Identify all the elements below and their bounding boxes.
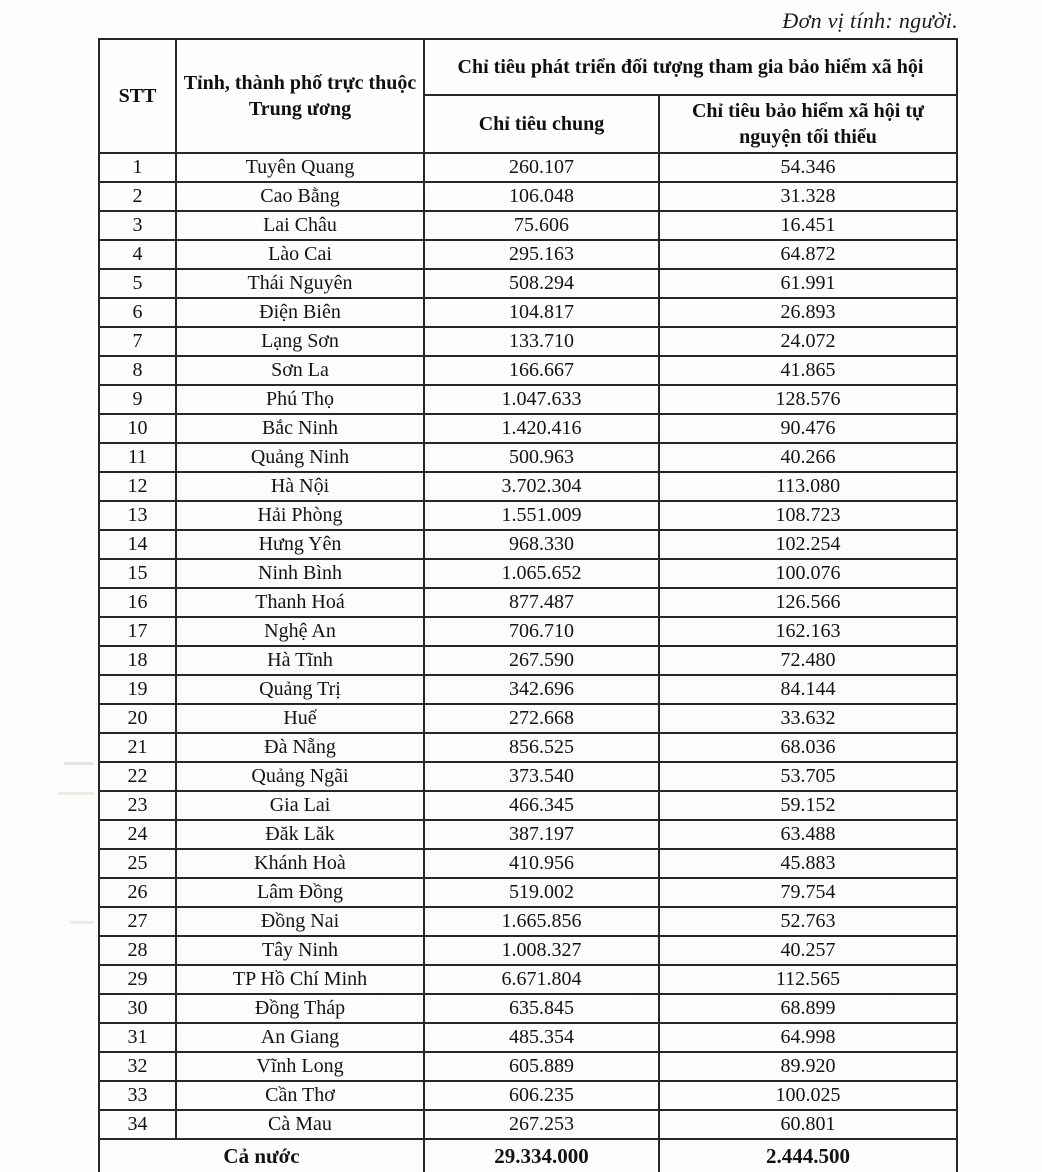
row-province-cell: Lâm Đồng — [176, 878, 424, 907]
row-voluntary-cell: 162.163 — [659, 617, 957, 646]
row-stt-cell: 9 — [99, 385, 176, 414]
header-voluntary-target: Chỉ tiêu bảo hiểm xã hội tự nguyện tối thiểu — [659, 95, 957, 153]
row-voluntary-cell: 102.254 — [659, 530, 957, 559]
row-stt-cell: 13 — [99, 501, 176, 530]
row-stt-cell: 32 — [99, 1052, 176, 1081]
row-province-cell: Lạng Sơn — [176, 327, 424, 356]
table-footer — [99, 1139, 957, 1172]
row-general-cell: 605.889 — [424, 1052, 659, 1081]
row-voluntary-cell: 72.480 — [659, 646, 957, 675]
row-province-cell: Quảng Ninh — [176, 443, 424, 472]
row-general-cell: 133.710 — [424, 327, 659, 356]
row-general-cell: 373.540 — [424, 762, 659, 791]
bhxh-targets-table — [98, 38, 958, 1172]
row-general-cell: 106.048 — [424, 182, 659, 211]
table-header — [99, 39, 957, 153]
row-stt-cell: 21 — [99, 733, 176, 762]
row-stt-cell: 8 — [99, 356, 176, 385]
table-row — [99, 965, 957, 994]
row-voluntary-cell: 33.632 — [659, 704, 957, 733]
row-general-cell: 295.163 — [424, 240, 659, 269]
row-general-cell: 387.197 — [424, 820, 659, 849]
row-stt-cell: 23 — [99, 791, 176, 820]
row-general-cell: 342.696 — [424, 675, 659, 704]
row-voluntary-cell: 24.072 — [659, 327, 957, 356]
row-stt-cell: 3 — [99, 211, 176, 240]
row-general-cell: 635.845 — [424, 994, 659, 1023]
row-voluntary-cell: 68.036 — [659, 733, 957, 762]
table-row — [99, 762, 957, 791]
row-province-cell: Sơn La — [176, 356, 424, 385]
row-voluntary-cell: 52.763 — [659, 907, 957, 936]
row-province-cell: Lai Châu — [176, 211, 424, 240]
row-stt-cell: 10 — [99, 414, 176, 443]
row-stt-cell: 31 — [99, 1023, 176, 1052]
table-row — [99, 327, 957, 356]
row-province-cell: Phú Thọ — [176, 385, 424, 414]
row-voluntary-cell: 53.705 — [659, 762, 957, 791]
row-general-cell: 968.330 — [424, 530, 659, 559]
row-general-cell: 267.590 — [424, 646, 659, 675]
row-stt-cell: 7 — [99, 327, 176, 356]
table-row — [99, 559, 957, 588]
total-general-value: 29.334.000 — [424, 1139, 659, 1172]
row-stt-cell: 14 — [99, 530, 176, 559]
row-voluntary-cell: 45.883 — [659, 849, 957, 878]
table-row — [99, 849, 957, 878]
total-label: Cả nước — [99, 1139, 424, 1172]
table-row — [99, 414, 957, 443]
row-stt-cell: 11 — [99, 443, 176, 472]
row-stt-cell: 24 — [99, 820, 176, 849]
row-general-cell: 1.008.327 — [424, 936, 659, 965]
row-province-cell: Đồng Nai — [176, 907, 424, 936]
table-row — [99, 704, 957, 733]
row-stt-cell: 22 — [99, 762, 176, 791]
unit-note: Đơn vị tính: người. — [782, 8, 958, 33]
row-voluntary-cell: 41.865 — [659, 356, 957, 385]
row-voluntary-cell: 40.266 — [659, 443, 957, 472]
row-province-cell: Đà Nẵng — [176, 733, 424, 762]
row-province-cell: An Giang — [176, 1023, 424, 1052]
row-voluntary-cell: 64.872 — [659, 240, 957, 269]
row-province-cell: Cao Bằng — [176, 182, 424, 211]
row-stt-cell: 26 — [99, 878, 176, 907]
row-voluntary-cell: 64.998 — [659, 1023, 957, 1052]
row-voluntary-cell: 63.488 — [659, 820, 957, 849]
row-province-cell: Hà Tĩnh — [176, 646, 424, 675]
table-row — [99, 269, 957, 298]
row-general-cell: 606.235 — [424, 1081, 659, 1110]
row-province-cell: Đăk Lăk — [176, 820, 424, 849]
row-voluntary-cell: 112.565 — [659, 965, 957, 994]
row-general-cell: 706.710 — [424, 617, 659, 646]
table-row — [99, 820, 957, 849]
table-row — [99, 472, 957, 501]
row-general-cell: 856.525 — [424, 733, 659, 762]
row-province-cell: Ninh Bình — [176, 559, 424, 588]
table-row — [99, 385, 957, 414]
row-voluntary-cell: 89.920 — [659, 1052, 957, 1081]
row-voluntary-cell: 54.346 — [659, 153, 957, 182]
row-stt-cell: 12 — [99, 472, 176, 501]
row-province-cell: Vĩnh Long — [176, 1052, 424, 1081]
row-province-cell: Cà Mau — [176, 1110, 424, 1139]
total-row — [99, 1139, 957, 1172]
row-province-cell: Cần Thơ — [176, 1081, 424, 1110]
row-province-cell: Bắc Ninh — [176, 414, 424, 443]
row-stt-cell: 28 — [99, 936, 176, 965]
row-voluntary-cell: 31.328 — [659, 182, 957, 211]
row-stt-cell: 2 — [99, 182, 176, 211]
row-voluntary-cell: 100.025 — [659, 1081, 957, 1110]
row-general-cell: 6.671.804 — [424, 965, 659, 994]
header-province: Tỉnh, thành phố trực thuộc Trung ương — [176, 39, 424, 153]
row-voluntary-cell: 79.754 — [659, 878, 957, 907]
row-province-cell: Huế — [176, 704, 424, 733]
row-general-cell: 466.345 — [424, 791, 659, 820]
table-row — [99, 211, 957, 240]
row-general-cell: 3.702.304 — [424, 472, 659, 501]
table-row — [99, 791, 957, 820]
row-voluntary-cell: 100.076 — [659, 559, 957, 588]
row-stt-cell: 15 — [99, 559, 176, 588]
row-voluntary-cell: 108.723 — [659, 501, 957, 530]
table-row — [99, 878, 957, 907]
table-row — [99, 182, 957, 211]
table-row — [99, 936, 957, 965]
row-general-cell: 1.047.633 — [424, 385, 659, 414]
row-stt-cell: 34 — [99, 1110, 176, 1139]
table-row — [99, 1110, 957, 1139]
row-voluntary-cell: 16.451 — [659, 211, 957, 240]
row-general-cell: 75.606 — [424, 211, 659, 240]
table-row — [99, 1023, 957, 1052]
table-row — [99, 501, 957, 530]
row-province-cell: Đồng Tháp — [176, 994, 424, 1023]
table-row — [99, 1052, 957, 1081]
row-voluntary-cell: 113.080 — [659, 472, 957, 501]
row-province-cell: Gia Lai — [176, 791, 424, 820]
table-row — [99, 530, 957, 559]
table-row — [99, 617, 957, 646]
row-stt-cell: 4 — [99, 240, 176, 269]
table-row — [99, 443, 957, 472]
row-province-cell: Tuyên Quang — [176, 153, 424, 182]
row-stt-cell: 16 — [99, 588, 176, 617]
table-row — [99, 907, 957, 936]
table-row — [99, 588, 957, 617]
row-stt-cell: 1 — [99, 153, 176, 182]
row-voluntary-cell: 26.893 — [659, 298, 957, 327]
table-body — [99, 153, 957, 1139]
row-stt-cell: 5 — [99, 269, 176, 298]
table-row — [99, 240, 957, 269]
row-general-cell: 519.002 — [424, 878, 659, 907]
row-province-cell: Thanh Hoá — [176, 588, 424, 617]
row-general-cell: 166.667 — [424, 356, 659, 385]
row-stt-cell: 27 — [99, 907, 176, 936]
row-province-cell: Quảng Ngãi — [176, 762, 424, 791]
row-stt-cell: 17 — [99, 617, 176, 646]
row-stt-cell: 29 — [99, 965, 176, 994]
row-general-cell: 267.253 — [424, 1110, 659, 1139]
row-voluntary-cell: 59.152 — [659, 791, 957, 820]
row-province-cell: TP Hồ Chí Minh — [176, 965, 424, 994]
row-province-cell: Lào Cai — [176, 240, 424, 269]
row-stt-cell: 30 — [99, 994, 176, 1023]
row-general-cell: 508.294 — [424, 269, 659, 298]
row-voluntary-cell: 128.576 — [659, 385, 957, 414]
row-voluntary-cell: 68.899 — [659, 994, 957, 1023]
row-general-cell: 1.551.009 — [424, 501, 659, 530]
row-province-cell: Hưng Yên — [176, 530, 424, 559]
row-general-cell: 260.107 — [424, 153, 659, 182]
row-voluntary-cell: 40.257 — [659, 936, 957, 965]
row-stt-cell: 6 — [99, 298, 176, 327]
row-general-cell: 104.817 — [424, 298, 659, 327]
row-province-cell: Nghệ An — [176, 617, 424, 646]
scan-artifact — [70, 921, 94, 924]
row-voluntary-cell: 90.476 — [659, 414, 957, 443]
row-province-cell: Hà Nội — [176, 472, 424, 501]
row-general-cell: 1.665.856 — [424, 907, 659, 936]
row-general-cell: 877.487 — [424, 588, 659, 617]
scan-artifact — [64, 762, 94, 765]
header-stt: STT — [99, 39, 176, 153]
row-general-cell: 485.354 — [424, 1023, 659, 1052]
row-general-cell: 500.963 — [424, 443, 659, 472]
row-voluntary-cell: 84.144 — [659, 675, 957, 704]
table-row — [99, 675, 957, 704]
row-general-cell: 410.956 — [424, 849, 659, 878]
table-row — [99, 994, 957, 1023]
row-voluntary-cell: 61.991 — [659, 269, 957, 298]
row-province-cell: Tây Ninh — [176, 936, 424, 965]
row-province-cell: Khánh Hoà — [176, 849, 424, 878]
row-province-cell: Thái Nguyên — [176, 269, 424, 298]
row-general-cell: 1.420.416 — [424, 414, 659, 443]
table-row — [99, 153, 957, 182]
table-row — [99, 298, 957, 327]
row-stt-cell: 18 — [99, 646, 176, 675]
total-voluntary-value: 2.444.500 — [659, 1139, 957, 1172]
row-voluntary-cell: 60.801 — [659, 1110, 957, 1139]
scan-artifact — [58, 792, 94, 795]
table-row — [99, 1081, 957, 1110]
table-row — [99, 733, 957, 762]
row-province-cell: Điện Biên — [176, 298, 424, 327]
table-row — [99, 356, 957, 385]
row-province-cell: Quảng Trị — [176, 675, 424, 704]
row-general-cell: 1.065.652 — [424, 559, 659, 588]
table-row — [99, 646, 957, 675]
row-stt-cell: 20 — [99, 704, 176, 733]
header-group: Chỉ tiêu phát triển đối tượng tham gia bảo hiểm xã hội — [424, 39, 957, 95]
row-voluntary-cell: 126.566 — [659, 588, 957, 617]
row-general-cell: 272.668 — [424, 704, 659, 733]
row-stt-cell: 25 — [99, 849, 176, 878]
row-stt-cell: 19 — [99, 675, 176, 704]
header-general-target: Chỉ tiêu chung — [424, 95, 659, 153]
row-stt-cell: 33 — [99, 1081, 176, 1110]
row-province-cell: Hải Phòng — [176, 501, 424, 530]
